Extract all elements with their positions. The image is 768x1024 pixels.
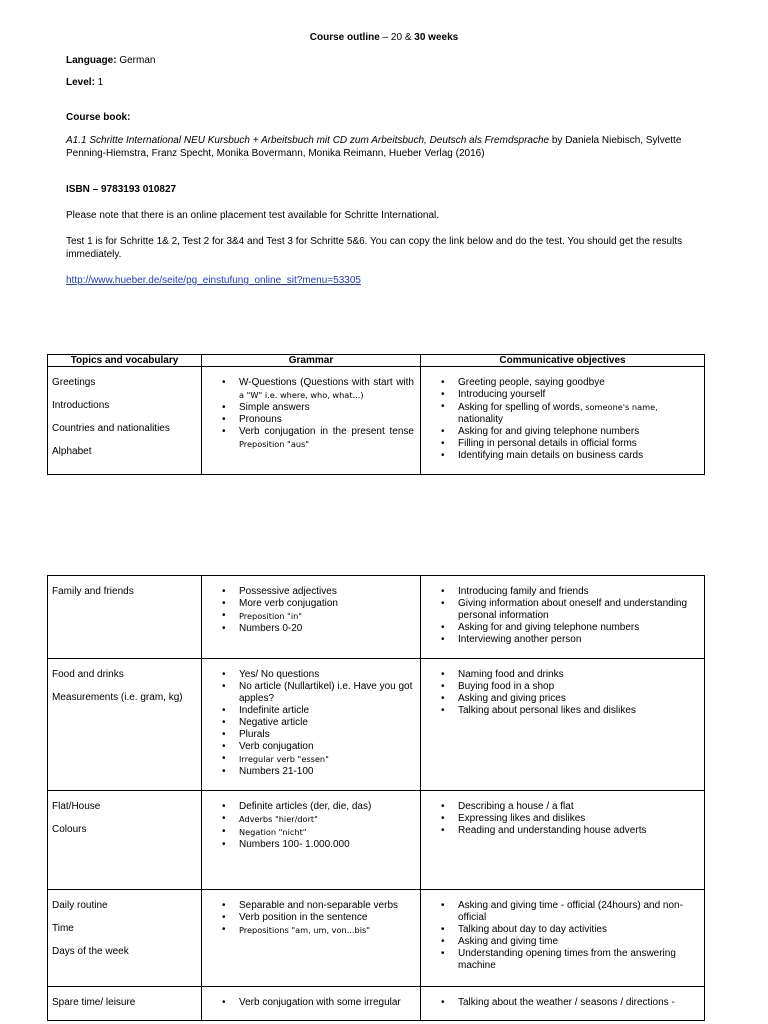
topic-item: Spare time/ leisure [52,997,136,1008]
placement-note: Please note that there is an online placement test available for Schritte International. [66,210,440,221]
header-topics: Topics and vocabulary [48,355,202,367]
list-item: • Greeting people, saying goodbye [458,377,698,389]
list-item: • Separable and non-separable verbs [239,900,414,912]
list-item: • Preposition "in" [239,610,414,623]
topic-item: Measurements (i.e. gram, kg) [52,692,183,703]
list-item: • Identifying main details on business cards [458,450,698,462]
list-item: • Verb conjugation in the present tense Preposition "aus" [239,426,414,451]
list-item: • Possessive adjectives [239,586,414,598]
table-header-row [48,355,705,367]
topics-cell [48,890,202,987]
topic-item: Colours [52,824,87,835]
list-item: • Numbers 21-100 [239,766,414,778]
isbn: ISBN – 9783193 010827 [66,184,177,195]
list-item: • Verb position in the sentence [239,912,414,924]
list-item: • Asking and giving time [458,936,698,948]
objectives-cell [421,659,705,791]
grammar-cell [202,576,421,659]
list-item: • Negative article [239,717,414,729]
list-item: • Numbers 100- 1.000.000 [239,839,414,851]
list-item: • Definite articles (der, die, das) [239,801,414,813]
objectives-cell [421,890,705,987]
topic-item: Family and friends [52,586,134,597]
list-item: • Naming food and drinks [458,669,698,681]
topic-item: Time [52,923,74,934]
topic-item: Countries and nationalities [52,423,170,434]
objectives-cell [421,576,705,659]
objectives-cell [421,791,705,890]
topics-cell [48,791,202,890]
topics-cell [48,367,202,475]
list-item: • W-Questions (Questions with start with a "W" i.e. where, who, what...) [239,377,414,402]
topics-cell [48,659,202,791]
course-book-description: A1.1 Schritte International NEU Kursbuch + Arbeitsbuch mit CD zum Arbeitsbuch, Deutsch als Fremdsprache by Daniela Niebisch, Sylvette Penning-Hiemstra, Franz Specht, Monika Bovermann, Monika Reimann, Hueber Verlag (2016) [66,135,682,159]
list-item: • Prepositions "am, um, von...bis" [239,924,414,937]
course-table-2 [47,575,705,1021]
list-item: • Filling in personal details in official forms [458,438,698,450]
list-item: • Yes/ No questions [239,669,414,681]
table-row [48,367,705,475]
header-grammar: Grammar [202,355,421,367]
language-line: Language: German [66,55,156,66]
list-item: • Negation "nicht" [239,826,414,839]
topic-item: Food and drinks [52,669,124,680]
table-row [48,576,705,659]
table-row [48,659,705,791]
objectives-cell [421,987,705,1021]
list-item: • Introducing family and friends [458,586,698,598]
table-row [48,791,705,890]
list-item: • Pronouns [239,414,414,426]
topics-cell [48,576,202,659]
list-item: • Expressing likes and dislikes [458,813,698,825]
grammar-cell [202,890,421,987]
test-info: Test 1 is for Schritte 1& 2, Test 2 for 3&4 and Test 3 for Schritte 5&6. You can copy the link below and do the test. You should get the results immediately. [66,236,683,260]
grammar-cell [202,791,421,890]
topics-cell [48,987,202,1021]
objectives-cell [421,367,705,475]
list-item: • Plurals [239,729,414,741]
list-item: • Talking about day to day activities [458,924,698,936]
topic-item: Days of the week [52,946,129,957]
table-row [48,890,705,987]
topic-item: Introductions [52,400,110,411]
list-item: • Understanding opening times from the answering machine [458,948,698,972]
course-book-label: Course book: [66,112,131,123]
list-item: • Asking for spelling of words, someone's name, nationality [458,401,698,426]
topic-item: Greetings [52,377,96,388]
topic-item: Alphabet [52,446,92,457]
list-item: • Buying food in a shop [458,681,698,693]
list-item: • Introducing yourself [458,389,698,401]
grammar-cell [202,659,421,791]
list-item: • Simple answers [239,402,414,414]
list-item: • Numbers 0-20 [239,623,414,635]
list-item: • Reading and understanding house adverts [458,825,698,837]
course-table-1 [47,354,705,475]
list-item: • Asking and giving prices [458,693,698,705]
topic-item: Flat/House [52,801,101,812]
list-item: • Talking about personal likes and dislikes [458,705,698,717]
list-item: • Verb conjugation [239,741,414,753]
list-item: • Interviewing another person [458,634,698,646]
list-item: • Talking about the weather / seasons / directions - [458,997,698,1009]
list-item: • Indefinite article [239,705,414,717]
list-item: • No article (Nullartikel) i.e. Have you got apples? [239,681,414,705]
list-item: • Verb conjugation with some irregular [239,997,414,1009]
list-item: • Asking for and giving telephone numbers [458,622,698,634]
level-line: Level: 1 [66,77,104,88]
list-item: • Giving information about oneself and understanding personal information [458,598,698,622]
list-item: • Asking for and giving telephone numbers [458,426,698,438]
table-row [48,987,705,1021]
grammar-cell [202,987,421,1021]
list-item: • Irregular verb "essen" [239,753,414,766]
list-item: • Describing a house / a flat [458,801,698,813]
placement-test-link[interactable]: http://www.hueber.de/seite/pg_einstufung_online_sit?menu=53305 [66,275,361,286]
header-objectives: Communicative objectives [421,355,705,367]
page-title: Course outline – 20 & 30 weeks [309,32,459,43]
grammar-cell [202,367,421,475]
list-item: • Adverbs "hier/dort" [239,813,414,826]
list-item: • More verb conjugation [239,598,414,610]
topic-item: Daily routine [52,900,108,911]
list-item: • Asking and giving time - official (24hours) and non-official [458,900,698,924]
